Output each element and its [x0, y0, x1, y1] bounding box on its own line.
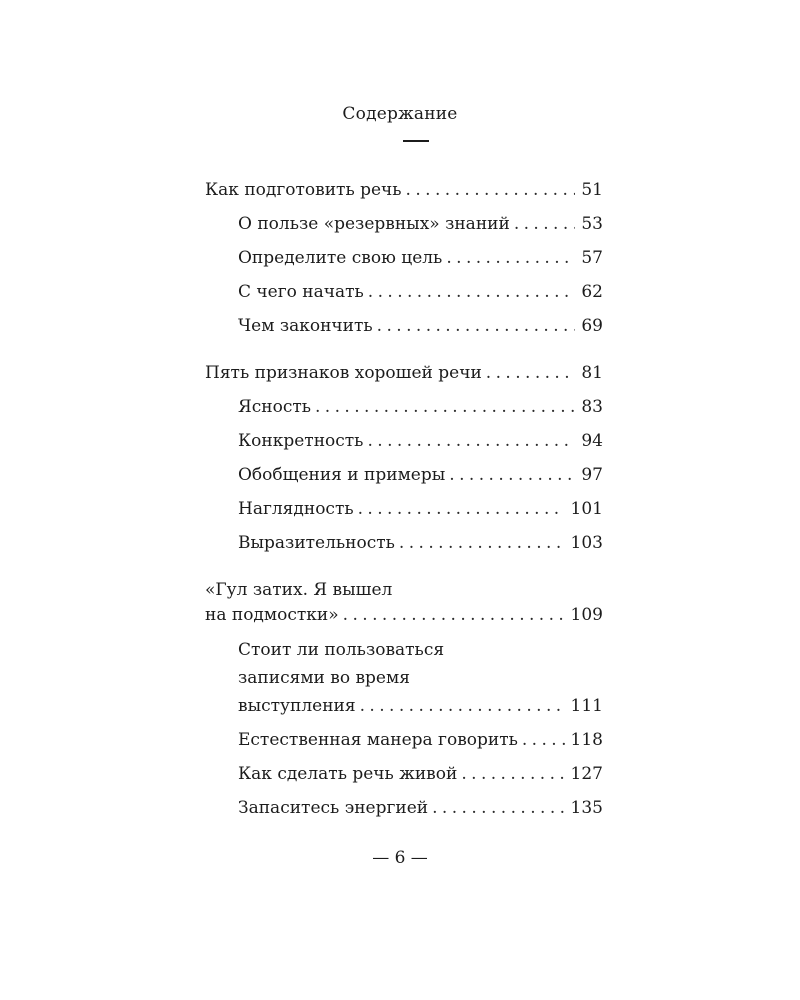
dot-leader	[377, 312, 576, 340]
toc-section-3[interactable]	[205, 601, 603, 629]
toc-subsection-2-1[interactable]	[238, 393, 603, 421]
toc-subsection-2-5[interactable]	[238, 529, 603, 557]
toc-entry-title: Конкретность	[238, 431, 364, 451]
toc-entry-title: Обобщения и примеры	[238, 465, 446, 485]
toc-entry-title: Чем закончить	[238, 316, 373, 336]
toc-entry-title: С чего начать	[238, 282, 364, 302]
dot-leader	[343, 601, 565, 629]
toc-subsection-3-3[interactable]	[238, 760, 603, 788]
toc-subsection-3-1[interactable]	[238, 692, 603, 720]
toc-entry-page: 135	[570, 798, 603, 818]
toc-entry-page: 111	[570, 696, 603, 716]
toc-entry-title: Наглядность	[238, 499, 354, 519]
dot-leader	[315, 393, 575, 421]
toc-subsection-1-4[interactable]	[238, 312, 603, 340]
dot-leader	[406, 176, 576, 204]
dot-leader	[358, 495, 565, 523]
toc-entry-page: 57	[581, 248, 603, 268]
toc-subsection-3-1-title-line-2[interactable]: записями во время	[238, 668, 410, 688]
toc-subsection-1-2[interactable]	[238, 244, 603, 272]
page-number: — 6 —	[372, 848, 428, 868]
toc-entry-page: 83	[581, 397, 603, 417]
toc-entry-title: на подмостки»	[205, 605, 339, 625]
toc-entry-title: О пользе «резервных» знаний	[238, 214, 510, 234]
dot-leader	[486, 359, 576, 387]
page-title: Содержание	[342, 104, 458, 124]
toc-entry-title: Ясность	[238, 397, 311, 417]
toc-subsection-2-4[interactable]	[238, 495, 603, 523]
toc-section-2[interactable]	[205, 359, 603, 387]
toc-entry-page: 118	[570, 730, 603, 750]
toc-entry-page: 109	[570, 605, 603, 625]
dot-leader	[399, 529, 565, 557]
toc-subsection-1-1[interactable]	[238, 210, 603, 238]
toc-section-3-title-line-1[interactable]: «Гул затих. Я вышел	[205, 580, 393, 600]
toc-entry-title: Естественная манера говорить	[238, 730, 518, 750]
dot-leader	[514, 210, 576, 238]
toc-entry-page: 62	[581, 282, 603, 302]
toc-subsection-3-2[interactable]	[238, 726, 603, 754]
toc-entry-title: Как подготовить речь	[205, 180, 402, 200]
toc-entry-title: Как сделать речь живой	[238, 764, 458, 784]
toc-entry-page: 94	[581, 431, 603, 451]
dot-leader	[432, 794, 564, 822]
dot-leader	[367, 427, 575, 455]
toc-section-1[interactable]	[205, 176, 603, 204]
toc-entry-page: 53	[581, 214, 603, 234]
dot-leader	[461, 760, 564, 788]
toc-entry-page: 81	[581, 363, 603, 383]
toc-subsection-3-1-title-line-1[interactable]: Стоит ли пользоваться	[238, 640, 445, 660]
toc-entry-page: 127	[570, 764, 603, 784]
toc-entry-title: Запаситесь энергией	[238, 798, 429, 818]
toc-subsection-2-2[interactable]	[238, 427, 603, 455]
dot-leader	[360, 692, 565, 720]
toc-subsection-2-3[interactable]	[238, 461, 603, 489]
dot-leader	[446, 244, 575, 272]
toc-entry-title: Пять признаков хорошей речи	[205, 363, 482, 383]
toc-entry-page: 97	[581, 465, 603, 485]
toc-entry-page: 101	[570, 499, 603, 519]
toc-entry-title: Определите свою цель	[238, 248, 443, 268]
toc-entry-page: 51	[581, 180, 603, 200]
toc-entry-title: Выразительность	[238, 533, 395, 553]
toc-entry-title: выступления	[238, 696, 356, 716]
dot-leader	[522, 726, 565, 754]
dot-leader	[368, 278, 576, 306]
dot-leader	[449, 461, 575, 489]
toc-entry-page: 103	[570, 533, 603, 553]
toc-entry-page: 69	[581, 316, 603, 336]
toc-subsection-3-4[interactable]	[238, 794, 603, 822]
toc-subsection-1-3[interactable]	[238, 278, 603, 306]
